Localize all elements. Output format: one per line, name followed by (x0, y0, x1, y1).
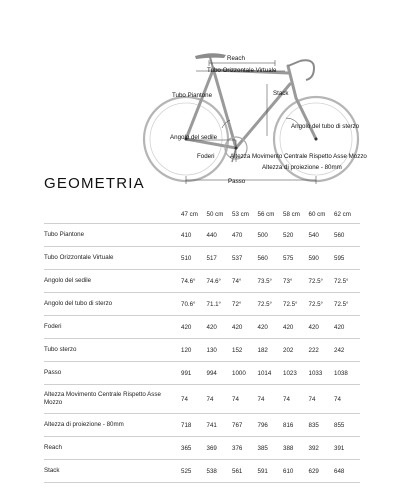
cell-value: 72.5° (257, 300, 273, 308)
cell-value: 540 (308, 231, 319, 239)
cell-value: 517 (206, 254, 217, 262)
table-row (44, 460, 360, 483)
cell-value: 74 (181, 395, 188, 403)
cell-value: 72.5° (334, 277, 349, 285)
cell-value: 202 (283, 346, 294, 354)
row-label: Altezza Movimento Centrale Rispetto Asse Mozzo (44, 390, 161, 406)
geometry-table (44, 206, 360, 483)
row-label: Passo (44, 368, 62, 376)
table-row (44, 247, 360, 270)
cell-value: 538 (206, 467, 217, 475)
cell-value: 537 (232, 254, 243, 262)
label-projection-height: Altezza di proiezione - 80mm (262, 164, 342, 171)
label-top-tube: Tubo Orizzontale Virtuale (207, 67, 277, 74)
size-header: 56 cm (257, 211, 275, 218)
cell-value: 72.5° (308, 277, 324, 285)
cell-value: 525 (181, 467, 192, 475)
cell-value: 590 (308, 254, 319, 262)
size-header: 53 cm (232, 211, 249, 218)
cell-value: 391 (334, 444, 345, 452)
cell-value: 994 (206, 369, 217, 377)
cell-value: 520 (283, 231, 294, 239)
cell-value: 388 (283, 444, 294, 452)
label-seat-tube: Tubo Piantone (172, 92, 213, 99)
cell-value: 74 (334, 395, 341, 403)
table-row (44, 414, 360, 437)
size-header: 47 cm (181, 211, 198, 218)
cell-value: 420 (334, 323, 345, 331)
table-row (44, 362, 360, 385)
row-label: Angolo del sedile (44, 276, 92, 284)
cell-value: 420 (181, 323, 192, 331)
cell-value: 420 (308, 323, 319, 331)
cell-value: 1038 (334, 369, 348, 377)
cell-value: 610 (283, 467, 294, 475)
cell-value: 242 (334, 346, 345, 354)
row-label: Tubo Orizzontale Virtuale (44, 253, 114, 261)
cell-value: 74 (308, 395, 316, 403)
cell-value: 629 (308, 467, 319, 475)
size-header: 60 cm (308, 211, 326, 218)
cell-value: 718 (181, 421, 192, 429)
cell-value: 420 (232, 323, 243, 331)
label-bb-height: Altezza Movimento Centrale Rispetto Asse Mozzo (230, 153, 367, 160)
cell-value: 182 (257, 346, 268, 354)
row-label: Tubo sterzo (44, 345, 77, 353)
row-label: Stack (44, 466, 60, 474)
cell-value: 796 (257, 421, 268, 429)
cell-value: 152 (232, 346, 243, 354)
cell-value: 369 (206, 444, 217, 452)
cell-value: 73° (283, 277, 293, 285)
cell-value: 741 (206, 421, 217, 429)
cell-value: 561 (232, 467, 243, 475)
cell-value: 365 (181, 444, 192, 452)
table-row (44, 293, 360, 316)
size-header: 58 cm (283, 211, 300, 218)
label-fork: Foderi (197, 153, 215, 160)
cell-value: 385 (257, 444, 268, 452)
row-label: Angolo del tubo di sterzo (44, 299, 113, 307)
row-label: Reach (44, 443, 62, 451)
cell-value: 1023 (283, 369, 297, 377)
table-header (44, 206, 360, 224)
cell-value: 74° (232, 277, 242, 285)
cell-value: 595 (334, 254, 345, 262)
cell-value: 222 (308, 346, 319, 354)
cell-value: 648 (334, 467, 345, 475)
bike-geometry-diagram (0, 0, 400, 195)
cell-value: 855 (334, 421, 345, 429)
cell-value: 72° (232, 300, 242, 308)
cell-value: 74 (206, 395, 214, 403)
size-header: 50 cm (206, 211, 224, 218)
cell-value: 470 (232, 231, 243, 239)
cell-value: 72.5° (308, 300, 324, 308)
cell-value: 72.5° (334, 300, 349, 308)
cell-value: 560 (257, 254, 268, 262)
cell-value: 73.5° (257, 277, 273, 285)
cell-value: 575 (283, 254, 294, 262)
cell-value: 1033 (308, 369, 323, 377)
table-row (44, 385, 360, 414)
label-reach: Reach (227, 55, 245, 62)
cell-value: 1000 (232, 369, 246, 377)
cell-value: 74 (232, 395, 239, 403)
cell-value: 591 (257, 467, 268, 475)
cell-value: 991 (181, 369, 192, 377)
row-label: Altezza di proiezione - 80mm (44, 420, 124, 428)
cell-value: 120 (181, 346, 192, 354)
cell-value: 420 (283, 323, 294, 331)
cell-value: 816 (283, 421, 294, 429)
label-stack: Stack (273, 90, 289, 97)
cell-value: 74.6° (206, 277, 222, 285)
cell-value: 74 (283, 395, 290, 403)
cell-value: 410 (181, 231, 192, 239)
cell-value: 560 (334, 231, 345, 239)
cell-value: 72.5° (283, 300, 298, 308)
cell-value: 500 (257, 231, 268, 239)
table-row (44, 339, 360, 362)
table-row (44, 316, 360, 339)
cell-value: 420 (257, 323, 268, 331)
cell-value: 767 (232, 421, 243, 429)
handlebar (300, 60, 314, 80)
label-wheelbase: Passo (228, 178, 246, 185)
cell-value: 440 (206, 231, 217, 239)
table-row (44, 270, 360, 293)
cell-value: 74.6° (181, 277, 196, 285)
row-label: Foderi (44, 322, 62, 330)
cell-value: 1014 (257, 369, 272, 377)
label-seat-angle: Angolo del sedile (170, 134, 218, 141)
label-head-angle: Angolo del tubo di sterzo (291, 123, 360, 130)
cell-value: 392 (308, 444, 319, 452)
cell-value: 835 (308, 421, 319, 429)
cell-value: 74 (257, 395, 265, 403)
table-row (44, 224, 360, 247)
row-label: Tubo Piantone (44, 230, 85, 238)
cell-value: 510 (181, 254, 192, 262)
table-row (44, 437, 360, 460)
cell-value: 71.1° (206, 300, 222, 308)
cell-value: 376 (232, 444, 243, 452)
cell-value: 130 (206, 346, 217, 354)
cell-value: 70.6° (181, 300, 196, 308)
page-title: GEOMETRIA (44, 175, 145, 192)
cell-value: 420 (206, 323, 217, 331)
size-header: 62 cm (334, 211, 351, 218)
